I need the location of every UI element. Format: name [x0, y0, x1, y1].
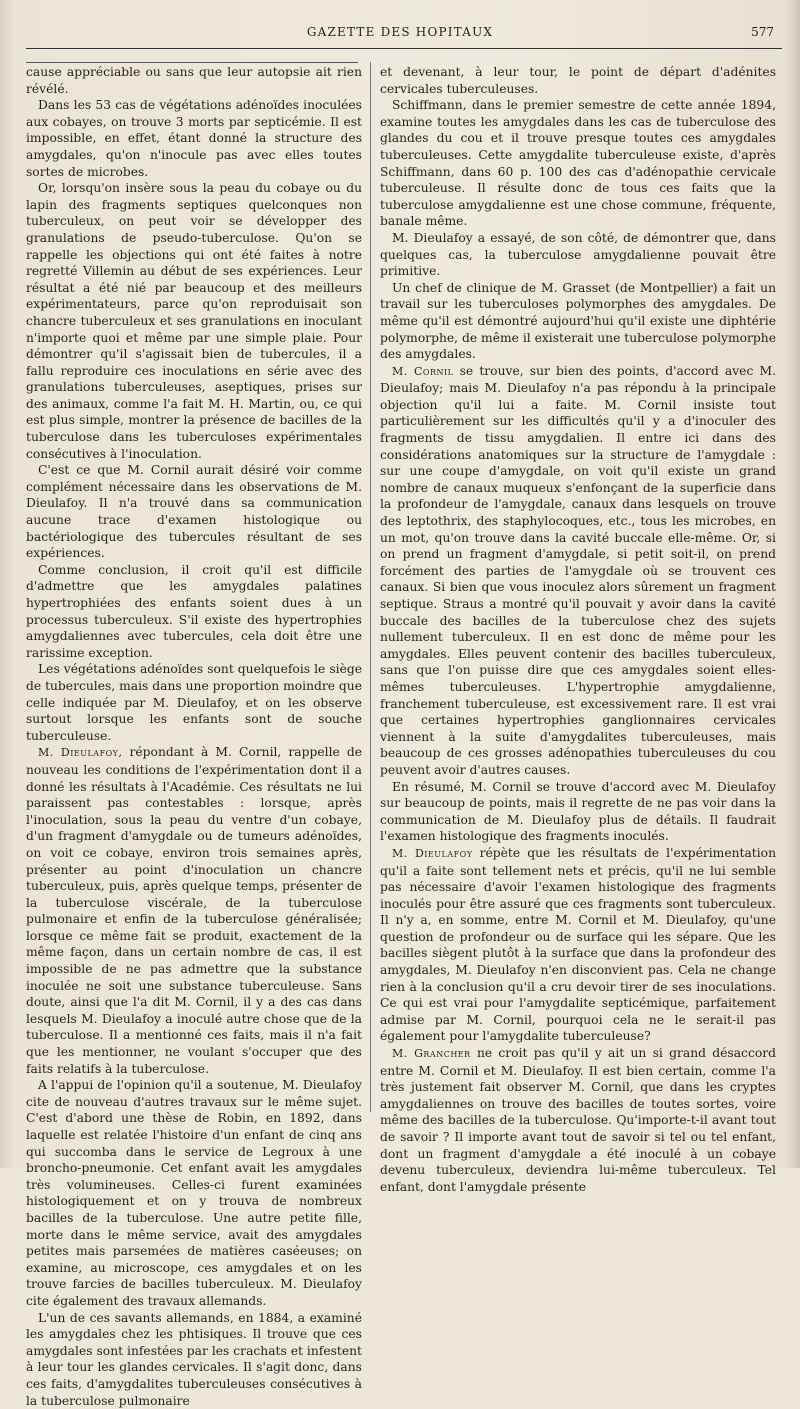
section-rule: [26, 62, 358, 63]
paragraph: et devenant, à leur tour, le point de départ d'adénites cervicales tuberculeuses.: [380, 65, 776, 96]
paragraph: cause appréciable ou sans que leur autopsie ait rien révélé.: [26, 65, 362, 96]
paragraph: Dans les 53 cas de végétations adénoïdes inoculées aux cobayes, on trouve 3 morts par septicémie. Il est impossible, en effet, étant donné la structure des amygdales, qu'on n'inocule pas avec elles toutes sortes de microbes.: [26, 98, 362, 179]
paragraph-text: se trouve, sur bien des points, d'accord avec M. Dieulafoy; mais M. Dieulafoy n'a pas répondu à la principale objection qu'il lui a faite. M. Cornil insiste tout particulièrement sur les difficultés qu'il y a d'inoculer des fragments de tissu amygdalien. Il entre ici dans des considérations anatomiques sur la structure de l'amygdale : sur une coupe d'amygdale, on voit qu'il existe un grand nombre de canaux muqueux s'enfonçant de la superficie dans la profondeur de l'amygdale, canaux dans lesquels on trouve des leptothrix, des staphylocoques, etc., tous les microbes, en un mot, qu'on trouve dans la cavité buccale elle-même. Or, si on prend un fragment d'amygdale, si petit soit-il, on prend forcément des parties de l'amygdale où se trouvent ces canaux. Si bien que vous inoculez alors sûrement un fragment septique. Straus a montré qu'il pouvait y avoir dans la cavité buccale des bacilles de la tuberculose chez des sujets nullement tuberculeux. Il en est donc de même pour les amygdales. Elles peuvent contenir des bacilles tuberculeux, sans que l'on puisse dire que ces amygdales soient elles-mêmes tuberculeuses. L'hypertrophie amygdalienne, franchement tuberculeuse, est excessivement rare. Il est vrai que certaines hypertrophies ganglionnaires cervicales viennent à la suite d'amygdalites tuberculeuses, mais beaucoup de ces grosses adénopathies tuberculeuses du cou peuvent avoir d'autres causes.: [380, 363, 776, 777]
header-rule: [26, 48, 782, 49]
speaker-name: M. Dieulafoy: [392, 846, 473, 860]
paragraph-text: répondant à M. Cornil, rappelle de nouveau les conditions de l'expérimentation dont il a donné les résultats à l'Académie. Ces résultats ne lui paraissent pas contestables : lorsque, après l'inoculation, sous la peau du ventre d'un cobaye, d'un fragment d'amygdale ou de tumeurs adénoïdes, on voit ce cobaye, environ trois semaines après, présenter au point d'inoculation un chancre tuberculeux, puis, après quelque temps, présenter de la tuberculose viscérale, de la tuberculose pulmonaire et enfin de la tuberculose généralisée; lorsque ce même fait se produit, exactement de la même façon, dans un certain nombre de cas, il est impossible de ne pas admettre que la substance inoculée ne soit une substance tuberculeuse. Sans doute, ainsi que l'a dit M. Cornil, il y a des cas dans lesquels M. Dieulafoy a inoculé autre chose que de la tuberculose. Il a mentionné ces faits, mais il n'a fait que les mentionner, ne voulant s'occuper que des faits relatifs à la tuberculose.: [26, 745, 362, 1076]
paragraph: M. Dieulafoy a essayé, de son côté, de démontrer que, dans quelques cas, la tuberculose amygdalienne pouvait être primitive.: [380, 230, 776, 279]
right-column: [380, 64, 776, 1194]
paragraph: Schiffmann, dans le premier semestre de cette année 1894, examine toutes les amygdales dans les cas de tuberculose des glandes du cou et il trouve presque toutes ces amygdales tuberculeuses. Cette amygdalite tuberculeuse existe, d'après Schiffmann, dans 60 p. 100 des cas d'adénopathie cervicale tuberculeuse. Il résulte donc de tous ces faits que la tuberculose amygdalienne est une chose commune, fréquente, banale même.: [380, 98, 776, 229]
paragraph-text: ne croit pas qu'il y ait un si grand désaccord entre M. Cornil et M. Dieulafoy. Il est bien certain, comme l'a très justement fait observer M. Cornil, que dans les cryptes amygdaliennes on trouve des bacilles de toutes sortes, voire même des bacilles de la tuberculose. Qu'importe-t-il avant tout de savoir ? Il importe avant tout de savoir si tel ou tel enfant, dont un fragment d'amygdale a été inoculé à un cobaye devenu tuberculeux, deviendra lui-même tuberculeux. Tel enfant, dont l'amygdale présente: [380, 1046, 776, 1194]
paragraph: [380, 363, 776, 779]
page-header: [20, 22, 780, 44]
running-title: GAZETTE DES HOPITAUX: [306, 25, 494, 39]
paragraph: A l'appui de l'opinion qu'il a soutenue, M. Dieulafoy cite de nouveau d'autres travaux sur le même sujet. C'est d'abord une thèse de Robin, en 1892, dans laquelle est relatée l'histoire d'un enfant de cinq ans qui succomba dans le service de Legroux à une broncho-pneumonie. Cet enfant avait les amygdales très volumineuses. Celles-ci furent examinées histologiquement et on y trouva de nombreux bacilles de la tuberculose. Une autre petite fille, morte dans le même service, avait des amygdales petites mais parsemées de matières caséeuses; on examine, au microscope, ces amygdales et on les trouve farcies de bacilles tuberculeux. M. Dieulafoy cite également des travaux allemands.: [26, 1078, 362, 1308]
column-divider: [370, 62, 371, 1112]
speaker-name: M. Dieulafoy,: [38, 746, 123, 760]
paragraph-text: répète que les résultats de l'expérimentation qu'il a faite sont tellement nets et précis, qu'il ne lui semble pas nécessaire d'avoir l'examen histologique des fragments inoculés pour être assuré que ces fragments sont tuberculeux. Il n'y a, en somme, entre M. Cornil et M. Dieulafoy, qu'une question de profondeur ou de surface qui les sépare. Que les bacilles siègent plutôt à la surface que dans la profondeur des amygdales, M. Dieulafoy n'en disconvient pas. Cela ne change rien à la conclusion qu'il a cru devoir tirer de ses inoculations. Ce qui est vrai pour l'amygdalite septicémique, parfaitement admise par M. Cornil, pourquoi cela ne le serait-il pas également pour l'amygdalite tuberculeuse?: [380, 845, 776, 1044]
paragraph: L'un de ces savants allemands, en 1884, a examiné les amygdales chez les phtisiques. Il trouve que ces amygdales sont infestées par les crachats et infestent à leur tour les glandes cervicales. Il s'agit donc, dans ces faits, d'amygdalites tuberculeuses consécutives à la tuberculose pulmonaire: [26, 1310, 362, 1408]
left-column: [26, 64, 362, 1408]
page-number: 577: [751, 25, 774, 39]
speaker-name: M. Grancher: [392, 1047, 471, 1061]
speaker-name: M. Cornil: [392, 364, 454, 378]
paragraph: [380, 1045, 776, 1195]
paragraph: Les végétations adénoïdes sont quelquefois le siège de tubercules, mais dans une proportion moindre que celle indiquée par M. Dieulafoy, et on les observe surtout lorsque les enfants sont de souche tuberculeuse.: [26, 662, 362, 743]
paragraph: Un chef de clinique de M. Grasset (de Montpellier) a fait un travail sur les tuberculoses polymorphes des amygdales. De même qu'il est démontré aujourd'hui qu'il existe une diphtérie polymorphe, de même il existerait une tuberculose polymorphe des amygdales.: [380, 280, 776, 362]
paragraph: [26, 744, 362, 1077]
paragraph: Comme conclusion, il croit qu'il est difficile d'admettre que les amygdales palatines hypertrophiées des enfants soient dues à un processus tuberculeux. S'il existe des hypertrophies amygdaliennes avec tubercules, cela doit être une rarissime exception.: [26, 562, 362, 660]
paragraph: [380, 845, 776, 1045]
paragraph: C'est ce que M. Cornil aurait désiré voir comme complément nécessaire dans les observations de M. Dieulafoy. Il n'a trouvé dans sa communication aucune trace d'examen histologique ou bactériologique des tubercules résultant de ses expériences.: [26, 463, 362, 561]
paragraph: Or, lorsqu'on insère sous la peau du cobaye ou du lapin des fragments septiques quelconques non tuberculeux, on peut voir se développer des granulations de pseudo-tuberculose. Qu'on se rappelle les objections qui ont été faites à notre regretté Villemin au début de ses expériences. Leur résultat a été nié par beaucoup et des meilleurs expérimentateurs, parce qu'on reproduisait son chancre tuberculeux et ses granulations en inoculant n'importe quoi et même par une simple plaie. Pour démontrer qu'il s'agissait bien de tubercules, il a fallu reproduire ces inoculations en série avec des granulations tuberculeuses, aseptiques, prises sur des animaux, comme l'a fait M. H. Martin, ou, ce qui est plus simple, montrer la présence de bacilles de la tuberculose dans les tuberculoses expérimentales consécutives à l'inoculation.: [26, 181, 362, 461]
page-edge-shadow: [786, 0, 800, 1168]
paragraph: En résumé, M. Cornil se trouve d'accord avec M. Dieulafoy sur beaucoup de points, mais il regrette de ne pas voir dans la communication de M. Dieulafoy plus de détails. Il faudrait l'examen histologique des fragments inoculés.: [380, 779, 776, 844]
